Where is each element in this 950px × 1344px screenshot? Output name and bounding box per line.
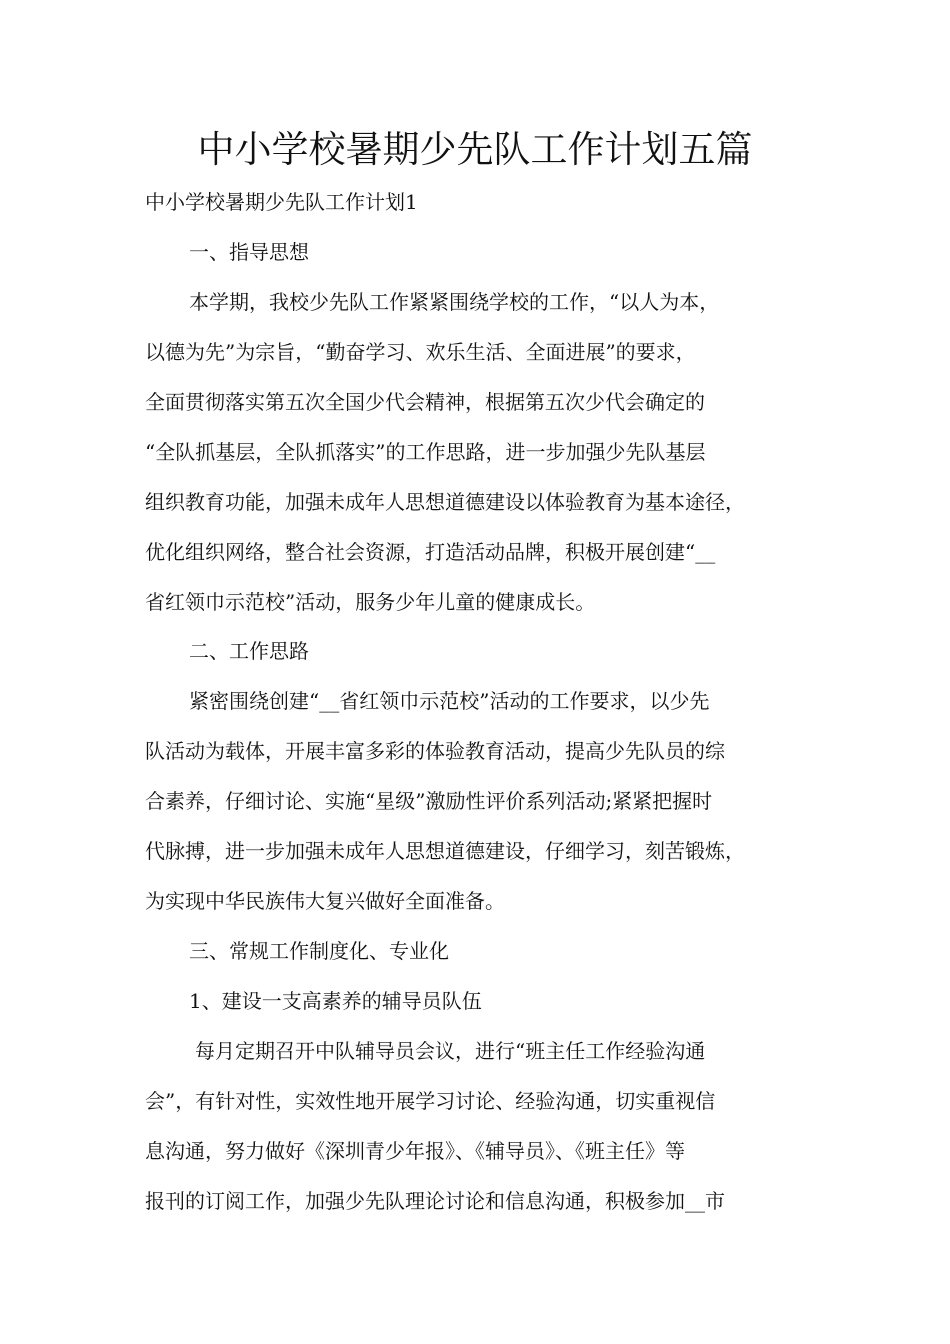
paragraph-line: 会”，有针对性，实效性地开展学习讨论、经验沟通，切实重视信 xyxy=(145,1089,716,1113)
paragraph-line: 全面贯彻落实第五次全国少代会精神，根据第五次少代会确定的 xyxy=(145,390,705,414)
heading-routine-work: 三、常规工作制度化、专业化 xyxy=(189,939,449,963)
paragraph-line: 省红领巾示范校”活动，服务少年儿童的健康成长。 xyxy=(145,590,596,614)
paragraph-line: 优化组织网络，整合社会资源，打造活动品牌，积极开展创建“__ xyxy=(145,540,716,564)
paragraph-line: 队活动为载体，开展丰富多彩的体验教育活动，提高少先队员的综 xyxy=(145,739,725,763)
heading-work-approach: 二、工作思路 xyxy=(189,639,309,663)
paragraph-line: 以德为先”为宗旨，“勤奋学习、欢乐生活、全面进展”的要求， xyxy=(145,340,696,364)
paragraph-line: 报刊的订阅工作，加强少先队理论讨论和信息沟通，积极参加__市 xyxy=(145,1189,725,1213)
paragraph-line: 合素养，仔细讨论、实施“星级”激励性评价系列活动;紧紧把握时 xyxy=(145,789,713,813)
paragraph-line: 本学期，我校少先队工作紧紧围绕学校的工作，“以人为本， xyxy=(189,290,720,314)
heading-guiding-thought: 一、指导思想 xyxy=(189,240,309,264)
paragraph-line: 息沟通，努力做好《深圳青少年报》、《辅导员》、《班主任》等 xyxy=(145,1139,685,1163)
document-title: 中小学校暑期少先队工作计划五篇 xyxy=(197,128,753,171)
paragraph-line: 代脉搏，进一步加强未成年人思想道德建设，仔细学习，刻苦锻炼， xyxy=(145,839,745,863)
paragraph-line: 为实现中华民族伟大复兴做好全面准备。 xyxy=(145,889,505,913)
paragraph-line: 每月定期召开中队辅导员会议，进行“班主任工作经验沟通 xyxy=(195,1039,706,1063)
paragraph-line: 组织教育功能，加强未成年人思想道德建设以体验教育为基本途径， xyxy=(145,490,745,514)
section-subtitle: 中小学校暑期少先队工作计划1 xyxy=(145,190,418,214)
paragraph-line: 紧密围绕创建“__省红领巾示范校”活动的工作要求，以少先 xyxy=(189,689,710,713)
paragraph-line: “全队抓基层，全队抓落实”的工作思路，进一步加强少先队基层 xyxy=(145,440,706,464)
subheading-counselor-team: 1、建设一支高素养的辅导员队伍 xyxy=(189,989,482,1013)
